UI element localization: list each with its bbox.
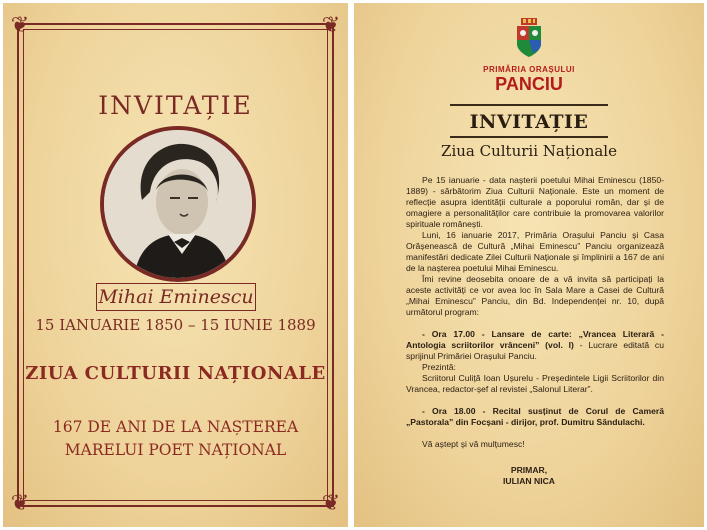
corner-ornament-icon: ❦ <box>321 13 341 38</box>
poet-name: Mihai Eminescu <box>96 283 256 311</box>
letter-subtitle: Ziua Culturii Naționale <box>441 142 617 160</box>
divider <box>450 136 608 138</box>
cover-title: INVITAȚIE <box>98 91 253 120</box>
closing-line: Vă aștept și vă mulțumesc! <box>422 439 525 449</box>
divider <box>450 104 608 106</box>
corner-ornament-icon: ❦ <box>321 491 341 516</box>
paragraph: Îmi revine deosebita onoare de a vă invita să participați la aceste activități ce vor avea loc în Sala Mare a Casei de Cultură „Mihai Eminescu” Panciu, din Bd. Independenței nr. 10, după următorul program: <box>406 274 664 317</box>
signatory-name: IULIAN NICA <box>502 476 556 486</box>
program-item: - Ora 18.00 - Recital susținut de Corul de Cameră „Pastorala” din Focșani - dirijor, prof. Dumitru Săndulachi. <box>406 406 664 427</box>
town-hall-label: PRIMĂRIA ORAȘULUI <box>483 65 575 74</box>
corner-ornament-icon: ❦ <box>10 13 30 38</box>
invitation-letter <box>354 3 704 527</box>
town-coat-of-arms-icon <box>515 18 543 58</box>
corner-ornament-icon: ❦ <box>10 491 30 516</box>
signatory-title: PRIMAR, <box>510 465 548 475</box>
paragraph: Pe 15 ianuarie - data nașterii poetului Mihai Eminescu (1850-1889) - sărbătorim Ziua Culturii Naționale. Este un moment de reflecție asupra identității culturale a poporului român, dar și de omagiere a personalităților care contribuie la promovarea valorilor spirituale românești. <box>406 175 664 229</box>
anniversary-line: 167 DE ANI DE LA NAȘTEREA <box>52 418 299 436</box>
invitation-cover <box>3 3 348 527</box>
letter-title: INVITAȚIE <box>469 111 589 133</box>
anniversary-line: MARELUI POET NAȚIONAL <box>64 441 287 459</box>
anniversary-text <box>3 416 348 462</box>
program-item-text: - Lucrare editată cu sprijinul Primăriei Orașului Panciu. <box>406 340 664 361</box>
program-item <box>406 329 664 362</box>
town-name: PANCIU <box>495 74 563 94</box>
event-heading: ZIUA CULTURII NAȚIONALE <box>25 363 326 384</box>
paragraph: Luni, 16 ianuarie 2017, Primăria Orașului Panciu și Casa Orășenească de Cultură „Mihai Eminescu” Panciu organizează manifestări dedicate Zilei Culturii Naționale și împlinirii a 167 de ani de la nașterea poetului Mihai Eminescu. <box>406 230 664 273</box>
program-item-title: - Ora 17.00 - Lansare de carte: „Vrancea Literară - Antologia scriitorilor vrânceni” (vol. I) <box>406 329 664 350</box>
presenter-label: Prezintă: <box>422 362 456 372</box>
presenter-text: Scriitorul Culiță Ioan Ușurelu - Președintele Ligii Scriitorilor din Vrancea, redactor-șef al revistei „Salonul Literar”. <box>406 373 664 394</box>
poet-portrait <box>100 126 256 282</box>
letter-body <box>406 175 664 450</box>
life-dates: 15 IANUARIE 1850 – 15 IUNIE 1889 <box>35 316 316 334</box>
